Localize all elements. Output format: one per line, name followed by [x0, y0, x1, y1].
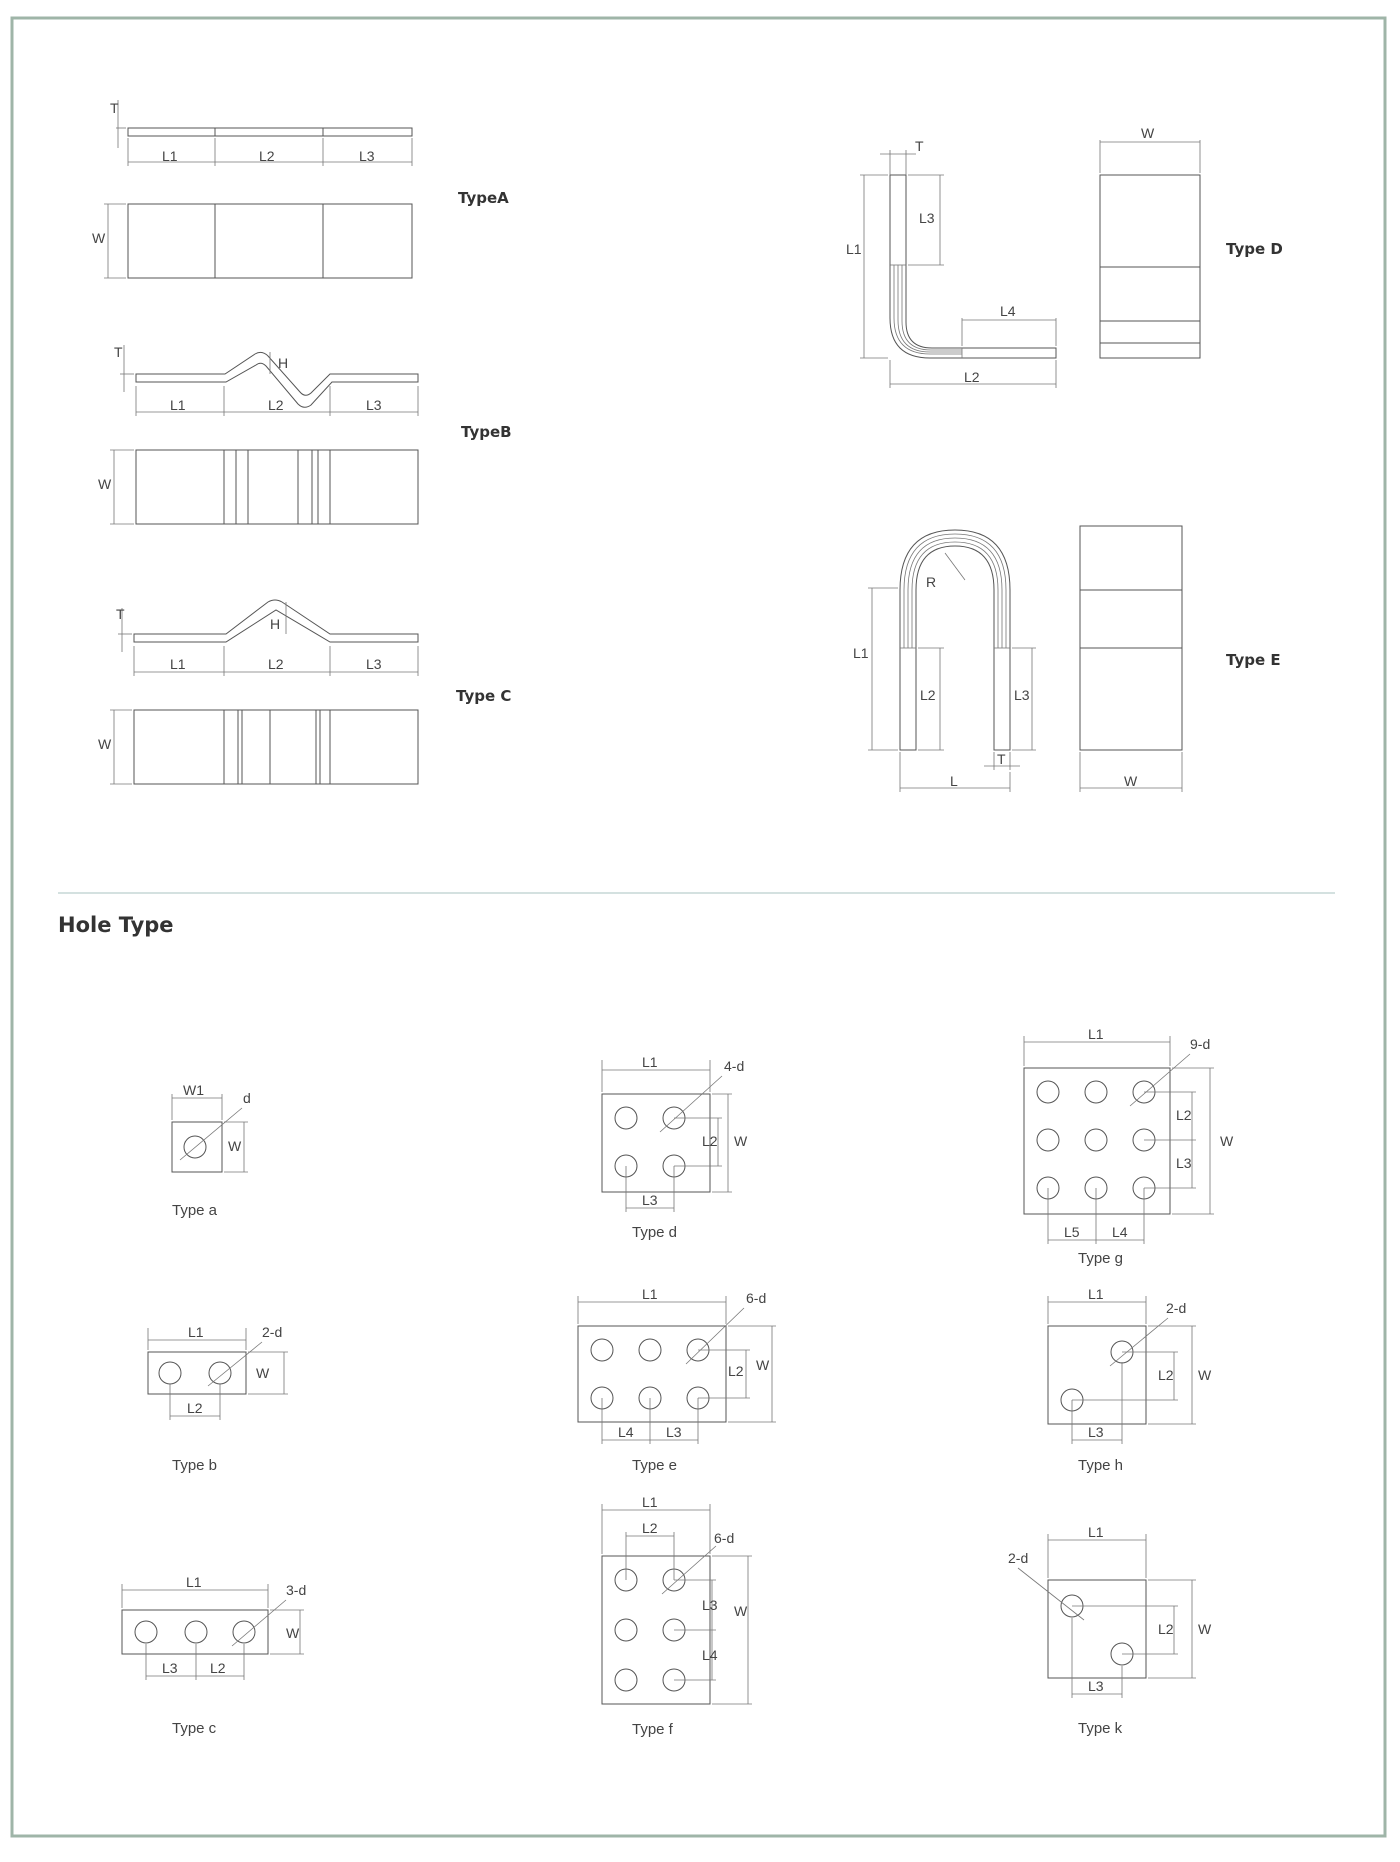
hole-a-d-label: d — [243, 1090, 251, 1106]
type-e-l-label: L — [950, 773, 958, 789]
hole-type-d — [602, 1054, 748, 1241]
hole-d-l3-label: L3 — [642, 1192, 658, 1208]
hole-c-plate — [122, 1610, 268, 1654]
hole-type-h — [1048, 1286, 1212, 1474]
type-e-front-view — [1080, 526, 1182, 750]
type-c-l2-label: L2 — [268, 656, 284, 672]
hole-d-caption: Type d — [632, 1224, 678, 1241]
hole-e-l3-label: L3 — [666, 1424, 682, 1440]
type-e-l2-label: L2 — [920, 687, 936, 703]
type-e-r-label: R — [926, 574, 937, 590]
hole-g-caption: Type g — [1078, 1250, 1124, 1267]
type-b-top-view — [136, 450, 418, 524]
hole-d-d-label: 4-d — [724, 1058, 745, 1074]
hole-g-l5-label: L5 — [1064, 1224, 1080, 1240]
hole-d-l1-label: L1 — [642, 1054, 658, 1070]
type-c-diagram — [98, 600, 511, 784]
type-e-l3-label: L3 — [1014, 687, 1030, 703]
type-b-diagram — [98, 344, 512, 524]
hole-h-d-label: 2-d — [1166, 1300, 1187, 1316]
hole-c-l1-label: L1 — [186, 1574, 202, 1590]
hole-type-k — [1008, 1524, 1212, 1737]
hole-type-f — [602, 1494, 752, 1738]
hole-f-d-label: 6-d — [714, 1530, 735, 1546]
type-a-top-view — [128, 204, 412, 278]
hole-e-d-label: 6-d — [746, 1290, 767, 1306]
hole-h-plate — [1048, 1326, 1146, 1424]
hole-k-caption: Type k — [1078, 1720, 1123, 1737]
type-a-name: TypeA — [458, 189, 509, 207]
hole-c-d-label: 3-d — [286, 1582, 307, 1598]
type-d-diagram — [846, 125, 1283, 388]
type-b-name: TypeB — [461, 423, 512, 441]
type-a-diagram — [92, 100, 509, 278]
type-d-l1-label: L1 — [846, 241, 862, 257]
hole-d-w-label: W — [734, 1133, 748, 1149]
hole-type-title: Hole Type — [58, 913, 174, 937]
type-c-h-label: H — [270, 616, 281, 632]
hole-g-w-label: W — [1220, 1133, 1234, 1149]
type-a-t-label: T — [110, 100, 119, 116]
hole-g-l2-label: L2 — [1176, 1107, 1192, 1123]
hole-g-l1-label: L1 — [1088, 1026, 1104, 1042]
hole-b-d-label: 2-d — [262, 1324, 283, 1340]
hole-c-l2-label: L2 — [210, 1660, 226, 1676]
type-b-h-label: H — [278, 355, 289, 371]
type-d-t-label: T — [915, 138, 924, 154]
type-d-side-profile — [890, 175, 1056, 358]
type-c-name: Type C — [456, 687, 512, 705]
hole-c-caption: Type c — [172, 1720, 217, 1737]
hole-k-l1-label: L1 — [1088, 1524, 1104, 1540]
type-a-l1-label: L1 — [162, 148, 178, 164]
hole-type-e — [578, 1286, 776, 1474]
hole-h-w-label: W — [1198, 1367, 1212, 1383]
type-c-l1-label: L1 — [170, 656, 186, 672]
type-c-w-label: W — [98, 736, 112, 752]
hole-h-caption: Type h — [1078, 1457, 1124, 1474]
type-d-l3-label: L3 — [919, 210, 935, 226]
hole-b-caption: Type b — [172, 1457, 218, 1474]
hole-g-l4-label: L4 — [1112, 1224, 1128, 1240]
hole-g-d-label: 9-d — [1190, 1036, 1211, 1052]
type-e-name: Type E — [1226, 651, 1281, 669]
type-d-name: Type D — [1226, 240, 1283, 258]
hole-k-plate — [1048, 1580, 1146, 1678]
type-a-w-label: W — [92, 230, 106, 246]
hole-f-w-label: W — [734, 1603, 748, 1619]
hole-f-l3-label: L3 — [702, 1597, 718, 1613]
hole-type-g — [1024, 1026, 1234, 1267]
hole-e-w-label: W — [756, 1357, 770, 1373]
hole-d-plate — [602, 1094, 710, 1192]
type-c-l3-label: L3 — [366, 656, 382, 672]
hole-e-l1-label: L1 — [642, 1286, 658, 1302]
hole-e-l4-label: L4 — [618, 1424, 634, 1440]
hole-type-c — [122, 1574, 306, 1737]
hole-type-a — [172, 1082, 251, 1219]
hole-e-l2-label: L2 — [728, 1363, 744, 1379]
hole-h-l2-label: L2 — [1158, 1367, 1174, 1383]
hole-h-l1-label: L1 — [1088, 1286, 1104, 1302]
hole-f-l4-label: L4 — [702, 1647, 718, 1663]
hole-b-l2-label: L2 — [187, 1400, 203, 1416]
hole-k-l2-label: L2 — [1158, 1621, 1174, 1637]
type-b-l2-label: L2 — [268, 397, 284, 413]
type-a-l3-label: L3 — [359, 148, 375, 164]
hole-d-l2-label: L2 — [702, 1133, 718, 1149]
type-a-l2-label: L2 — [259, 148, 275, 164]
type-d-l2-label: L2 — [964, 369, 980, 385]
hole-e-caption: Type e — [632, 1457, 678, 1474]
hole-k-d-label: 2-d — [1008, 1550, 1029, 1566]
hole-f-l1-label: L1 — [642, 1494, 658, 1510]
type-b-w-label: W — [98, 476, 112, 492]
hole-a-w1-label: W1 — [183, 1082, 204, 1098]
type-d-w-label: W — [1141, 125, 1155, 141]
type-a-side-bar — [128, 128, 412, 136]
type-e-diagram — [853, 526, 1281, 792]
hole-type-b — [148, 1324, 288, 1474]
type-c-t-label: T — [116, 606, 125, 622]
hole-b-l1-label: L1 — [188, 1324, 204, 1340]
hole-k-l3-label: L3 — [1088, 1678, 1104, 1694]
type-b-t-label: T — [114, 344, 123, 360]
hole-c-w-label: W — [286, 1625, 300, 1641]
hole-c-l3-label: L3 — [162, 1660, 178, 1676]
hole-a-w-label: W — [228, 1138, 242, 1154]
type-b-l1-label: L1 — [170, 397, 186, 413]
type-c-top-view — [134, 710, 418, 784]
page-frame — [12, 18, 1385, 1836]
hole-k-w-label: W — [1198, 1621, 1212, 1637]
hole-a-plate — [172, 1122, 222, 1172]
type-e-w-label: W — [1124, 773, 1138, 789]
hole-f-caption: Type f — [632, 1721, 673, 1738]
type-e-l1-label: L1 — [853, 645, 869, 661]
hole-g-l3-label: L3 — [1176, 1155, 1192, 1171]
hole-h-l3-label: L3 — [1088, 1424, 1104, 1440]
type-e-t-label: T — [997, 751, 1006, 767]
type-b-l3-label: L3 — [366, 397, 382, 413]
hole-f-l2-label: L2 — [642, 1520, 658, 1536]
hole-b-w-label: W — [256, 1365, 270, 1381]
hole-a-caption: Type a — [172, 1202, 218, 1219]
type-d-l4-label: L4 — [1000, 303, 1016, 319]
